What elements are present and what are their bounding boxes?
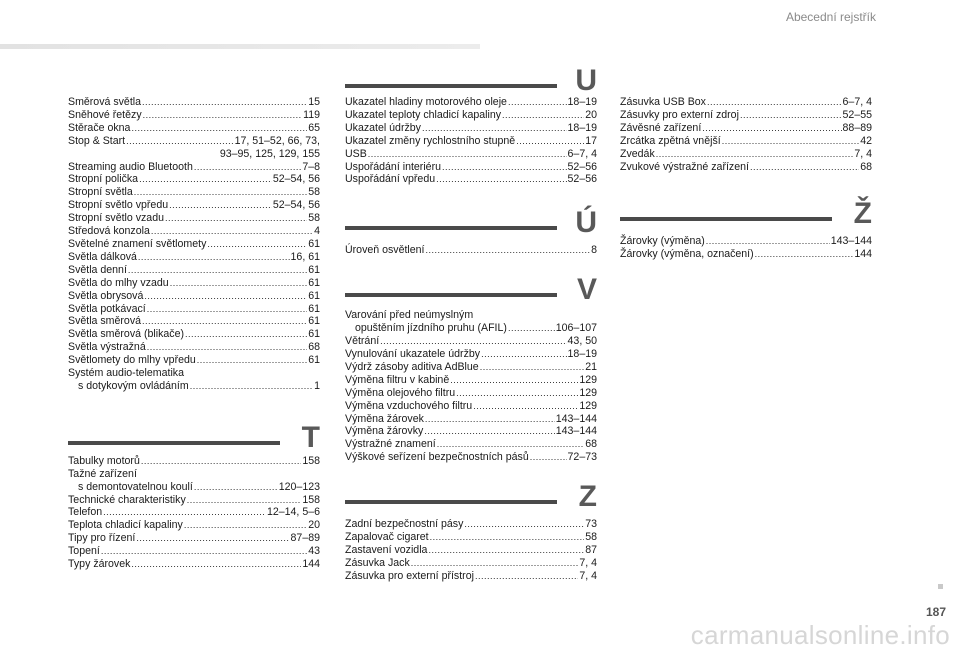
index-entry bbox=[68, 264, 320, 277]
index-entry bbox=[68, 135, 320, 148]
index-entry-pages: 68 bbox=[860, 160, 872, 173]
index-entry-pages: 17, 51–52, 66, 73, bbox=[234, 134, 320, 147]
section-rule bbox=[345, 293, 557, 297]
index-entry-pages: 4 bbox=[314, 225, 320, 238]
index-entry bbox=[345, 322, 597, 335]
section-letter: V bbox=[576, 273, 597, 307]
index-entry-term: Varování před neúmyslným bbox=[345, 309, 474, 322]
dot-leader bbox=[702, 122, 841, 135]
dot-leader bbox=[136, 532, 289, 545]
dot-leader bbox=[126, 135, 233, 148]
index-entry-pages: 18–19 bbox=[567, 121, 597, 134]
index-entry-term: Stropní světla bbox=[68, 186, 133, 199]
index-entry-pages: 6–7, 4 bbox=[842, 96, 872, 108]
section-header-t bbox=[68, 420, 320, 454]
index-entry-pages: 7, 4 bbox=[579, 569, 597, 582]
dot-leader bbox=[425, 413, 555, 426]
dot-leader bbox=[197, 354, 307, 367]
dot-leader bbox=[139, 173, 272, 186]
index-entry-term: Tabulky motorů bbox=[68, 454, 140, 467]
dot-leader bbox=[184, 519, 307, 532]
index-entry-pages: 88–89 bbox=[842, 121, 872, 134]
index-entry bbox=[68, 251, 320, 264]
index-entry-term: Žárovky (výměna) bbox=[620, 235, 705, 248]
index-entry-term: Topení bbox=[68, 545, 100, 558]
index-entry-pages: 61 bbox=[308, 302, 320, 315]
section-header-u bbox=[345, 66, 597, 96]
index-entry bbox=[345, 451, 597, 464]
section-letter: Z bbox=[578, 480, 597, 514]
dot-leader bbox=[143, 109, 302, 122]
index-entry-pages: 43, 50 bbox=[567, 335, 597, 348]
index-entry bbox=[345, 244, 597, 257]
index-entry bbox=[68, 186, 320, 199]
index-entry bbox=[68, 161, 320, 174]
index-entry-pages: 106–107 bbox=[555, 322, 597, 335]
section-header-u-acute bbox=[345, 208, 597, 238]
dot-leader bbox=[464, 518, 584, 531]
index-entry-term: Středová konzola bbox=[68, 225, 150, 238]
section-rule bbox=[620, 217, 832, 221]
index-section-u-acute bbox=[345, 244, 597, 257]
index-entry bbox=[345, 438, 597, 451]
index-entry-term: Světla dálková bbox=[68, 250, 137, 263]
index-entry-term: Uspořádání vpředu bbox=[345, 173, 436, 186]
index-entry-pages: 42 bbox=[860, 134, 872, 147]
header-rule bbox=[0, 44, 480, 49]
dot-leader bbox=[430, 531, 585, 544]
index-entry-pages: 43 bbox=[308, 545, 320, 558]
index-entry bbox=[68, 96, 320, 109]
index-entry bbox=[68, 290, 320, 303]
index-entry bbox=[68, 199, 320, 212]
index-entry bbox=[345, 374, 597, 387]
dot-leader bbox=[516, 135, 584, 148]
index-entry-term: Výměna žárovek bbox=[345, 412, 424, 425]
index-entry-term: Výdrž zásoby aditiva AdBlue bbox=[345, 360, 479, 373]
index-entry-term: Výstražné znamení bbox=[345, 438, 436, 451]
index-entry-pages: 58 bbox=[308, 186, 320, 199]
index-entry-term: Ukazatel změny rychlostního stupně bbox=[345, 134, 516, 147]
index-entry bbox=[68, 277, 320, 290]
dot-leader bbox=[473, 400, 578, 413]
index-entry-term: Tažné zařízení bbox=[68, 467, 137, 480]
watermark: carmanualsonline.info bbox=[690, 620, 950, 650]
index-entry-term: Světla směrová bbox=[68, 315, 142, 328]
dot-leader bbox=[151, 225, 313, 238]
dot-leader bbox=[755, 248, 854, 261]
index-entry bbox=[68, 354, 320, 367]
index-entry-term: Stropní polička bbox=[68, 173, 139, 186]
index-entry-term: Teplota chladicí kapaliny bbox=[68, 519, 183, 532]
index-entry bbox=[345, 96, 597, 109]
index-entry-pages: 1 bbox=[314, 379, 320, 392]
index-section-u bbox=[345, 96, 597, 186]
index-entry-term: Výměna filtru v kabině bbox=[345, 373, 450, 386]
index-entry-term: Typy žárovek bbox=[68, 558, 131, 571]
index-entry-term: Světla do mlhy vzadu bbox=[68, 276, 169, 289]
index-entry-pages: 61 bbox=[308, 237, 320, 250]
index-entry bbox=[68, 367, 320, 380]
index-entry-pages: 15 bbox=[308, 96, 320, 108]
index-entry-term: Zrcátka zpětná vnější bbox=[620, 134, 721, 147]
dot-leader bbox=[207, 238, 307, 251]
index-entry bbox=[68, 481, 320, 494]
dot-leader bbox=[411, 557, 579, 570]
index-entry-pages: 18–19 bbox=[567, 347, 597, 360]
index-entry-term: Zadní bezpečnostní pásy bbox=[345, 518, 464, 531]
index-entry-term: Stěrače okna bbox=[68, 121, 131, 134]
index-entry bbox=[620, 248, 872, 261]
section-letter: Ú bbox=[575, 206, 597, 240]
index-entry bbox=[68, 341, 320, 354]
index-entry-term: Větrání bbox=[345, 335, 380, 348]
dot-leader bbox=[128, 264, 307, 277]
index-entry-pages: 52–55 bbox=[842, 108, 872, 121]
dot-leader bbox=[502, 109, 584, 122]
index-entry bbox=[68, 238, 320, 251]
dot-leader bbox=[103, 506, 266, 519]
index-entry bbox=[620, 96, 872, 109]
index-entry-term: Světelné znamení světlomety bbox=[68, 237, 207, 250]
index-entry-pages: 61 bbox=[308, 354, 320, 367]
dot-leader bbox=[426, 244, 591, 257]
index-entry-pages: 7, 4 bbox=[579, 556, 597, 569]
index-section-t bbox=[68, 455, 320, 571]
dot-leader bbox=[131, 558, 301, 571]
index-entry-term: Stropní světlo vzadu bbox=[68, 212, 164, 225]
index-entry-pages: 61 bbox=[308, 276, 320, 289]
dot-leader bbox=[442, 161, 567, 174]
index-entry bbox=[620, 161, 872, 174]
index-entry-term: Světla obrysová bbox=[68, 289, 144, 302]
section-rule bbox=[68, 441, 280, 445]
index-section-z bbox=[345, 518, 597, 583]
dot-leader bbox=[481, 348, 566, 361]
index-column-1 bbox=[68, 96, 320, 571]
section-rule bbox=[345, 226, 557, 230]
index-entry-pages: 7–8 bbox=[302, 160, 320, 173]
index-entry-pages: 158 bbox=[302, 493, 320, 506]
index-entry-pages: 144 bbox=[302, 558, 320, 571]
dot-leader bbox=[190, 380, 313, 393]
index-entry-pages: 20 bbox=[585, 108, 597, 121]
index-entry-term: Uspořádání interiéru bbox=[345, 160, 441, 173]
index-entry bbox=[345, 109, 597, 122]
index-entry-term: Sněhové řetězy bbox=[68, 108, 142, 121]
index-entry-pages: 93–95, 125, 129, 155 bbox=[219, 147, 320, 160]
index-entry bbox=[345, 413, 597, 426]
index-entry-pages: 61 bbox=[308, 289, 320, 302]
index-entry bbox=[68, 315, 320, 328]
dot-leader bbox=[480, 361, 585, 374]
index-entry-pages: 143–144 bbox=[555, 412, 597, 425]
index-entry-term: Ukazatel údržby bbox=[345, 121, 421, 134]
index-entry bbox=[620, 122, 872, 135]
index-entry bbox=[68, 519, 320, 532]
index-entry-term: Stop & Start bbox=[68, 134, 126, 147]
dot-leader bbox=[437, 438, 585, 451]
index-entry bbox=[68, 173, 320, 186]
index-entry bbox=[345, 361, 597, 374]
dot-leader bbox=[456, 387, 578, 400]
dot-leader bbox=[131, 122, 307, 135]
index-entry bbox=[68, 532, 320, 545]
index-entry-pages: 61 bbox=[308, 328, 320, 341]
index-entry-term: opuštěním jízdního pruhu (AFIL) bbox=[355, 322, 507, 335]
index-entry-term: Zásuvka Jack bbox=[345, 556, 410, 569]
index-entry-term: Zapalovač cigaret bbox=[345, 531, 429, 544]
index-entry-term: Světla denní bbox=[68, 263, 127, 276]
dot-leader bbox=[185, 328, 307, 341]
index-entry bbox=[345, 544, 597, 557]
index-entry bbox=[345, 348, 597, 361]
index-entry bbox=[345, 400, 597, 413]
index-entry-pages: 143–144 bbox=[555, 425, 597, 438]
index-entry-term: USB bbox=[345, 147, 367, 160]
dot-leader bbox=[740, 109, 842, 122]
index-entry-pages: 65 bbox=[308, 121, 320, 134]
index-entry bbox=[620, 109, 872, 122]
index-entry-term: Systém audio-telematika bbox=[68, 367, 184, 380]
index-entry-pages: 52–56 bbox=[567, 173, 597, 186]
dot-leader bbox=[144, 290, 307, 303]
index-entry bbox=[68, 212, 320, 225]
index-section-v bbox=[345, 309, 597, 464]
index-entry-term: Ukazatel hladiny motorového oleje bbox=[345, 96, 507, 108]
dot-leader bbox=[147, 341, 307, 354]
index-entry-pages: 52–54, 56 bbox=[272, 173, 320, 186]
dot-leader bbox=[147, 303, 307, 316]
index-entry-term: Zásuvka pro externí přístroj bbox=[345, 569, 474, 582]
index-entry-term: Světla směrová (blikače) bbox=[68, 328, 184, 341]
page-number: 187 bbox=[925, 605, 946, 619]
dot-leader bbox=[450, 374, 578, 387]
index-entry-pages: 129 bbox=[579, 386, 597, 399]
index-column-3 bbox=[620, 96, 872, 261]
dot-leader bbox=[656, 148, 854, 161]
dot-leader bbox=[380, 335, 566, 348]
dot-leader bbox=[170, 277, 308, 290]
index-entry bbox=[68, 303, 320, 316]
index-section-s bbox=[68, 96, 320, 393]
index-entry-term: Světla výstražná bbox=[68, 341, 146, 354]
dot-leader bbox=[428, 544, 584, 557]
index-entry-term: Žárovky (výměna, označení) bbox=[620, 248, 754, 261]
section-letter: Ž bbox=[853, 197, 872, 231]
section-rule bbox=[345, 84, 557, 88]
dot-leader bbox=[165, 212, 307, 225]
index-entry-pages: 58 bbox=[585, 531, 597, 544]
index-entry-pages: 144 bbox=[854, 248, 872, 261]
index-entry-term: Ukazatel teploty chladicí kapaliny bbox=[345, 108, 502, 121]
index-entry-pages: 12–14, 5–6 bbox=[266, 506, 320, 519]
index-entry bbox=[68, 494, 320, 507]
index-entry-pages: 143–144 bbox=[830, 235, 872, 248]
index-entry-term: Výškové seřízení bezpečnostních pásů bbox=[345, 451, 529, 464]
index-entry bbox=[345, 518, 597, 531]
index-entry bbox=[345, 148, 597, 161]
index-entry-pages: 87 bbox=[585, 543, 597, 556]
dot-leader bbox=[750, 161, 859, 174]
index-entry-pages: 158 bbox=[302, 454, 320, 467]
index-entry-pages: 20 bbox=[308, 519, 320, 532]
dot-leader bbox=[169, 199, 272, 212]
index-entry bbox=[68, 328, 320, 341]
index-entry-pages: 87–89 bbox=[290, 532, 320, 545]
index-entry bbox=[68, 506, 320, 519]
dot-leader bbox=[436, 173, 566, 186]
index-entry-pages: 61 bbox=[308, 263, 320, 276]
index-entry bbox=[68, 122, 320, 135]
index-entry bbox=[345, 161, 597, 174]
index-entry bbox=[345, 570, 597, 583]
dot-leader bbox=[508, 322, 555, 335]
index-entry bbox=[345, 425, 597, 438]
index-entry-pages: 73 bbox=[585, 518, 597, 531]
index-entry-term: s demontovatelnou koulí bbox=[78, 480, 193, 493]
index-entry-term: Světlomety do mlhy vpředu bbox=[68, 354, 196, 367]
dot-leader bbox=[706, 235, 830, 248]
index-section-z-continued bbox=[620, 96, 872, 173]
dot-leader bbox=[142, 315, 307, 328]
index-entry-pages: 21 bbox=[585, 360, 597, 373]
index-entry-term: Světla potkávací bbox=[68, 302, 146, 315]
dot-leader bbox=[707, 96, 842, 109]
index-entry-term: Technické charakteristiky bbox=[68, 493, 186, 506]
index-entry-term: Úroveň osvětlení bbox=[345, 244, 425, 257]
index-entry-term: Stropní světlo vpředu bbox=[68, 199, 169, 212]
section-header-v bbox=[345, 275, 597, 305]
index-entry-term: Směrová světla bbox=[68, 96, 142, 108]
index-entry-pages: 119 bbox=[303, 108, 320, 121]
index-entry bbox=[68, 109, 320, 122]
index-entry-term: Výměna vzduchového filtru bbox=[345, 399, 473, 412]
index-entry bbox=[345, 173, 597, 186]
index-entry-pages: 7, 4 bbox=[854, 147, 872, 160]
index-entry-term: s dotykovým ovládáním bbox=[78, 379, 189, 392]
index-entry-pages: 129 bbox=[579, 373, 597, 386]
index-entry-term: Streaming audio Bluetooth bbox=[68, 160, 193, 173]
index-entry-pages: 68 bbox=[308, 341, 320, 354]
dot-leader bbox=[368, 148, 567, 161]
section-header-z bbox=[345, 482, 597, 512]
section-letter: U bbox=[575, 64, 597, 97]
index-entry-pages: 18–19 bbox=[567, 96, 597, 108]
index-entry bbox=[345, 135, 597, 148]
index-entry bbox=[68, 380, 320, 393]
index-entry-pages: 120–123 bbox=[278, 480, 320, 493]
index-section-z-caron bbox=[620, 235, 872, 261]
dot-leader bbox=[422, 122, 567, 135]
index-entry bbox=[345, 531, 597, 544]
section-letter: T bbox=[301, 420, 320, 454]
section-header-z-caron bbox=[620, 199, 872, 229]
index-entry-pages: 8 bbox=[591, 244, 597, 257]
dot-leader bbox=[530, 451, 567, 464]
index-entry bbox=[345, 122, 597, 135]
index-entry-pages: 58 bbox=[308, 212, 320, 225]
index-entry bbox=[345, 335, 597, 348]
index-entry-term: Zastavení vozidla bbox=[345, 543, 428, 556]
index-entry-pages: 68 bbox=[585, 438, 597, 451]
index-entry bbox=[620, 235, 872, 248]
index-entry-term: Závěsné zařízení bbox=[620, 121, 702, 134]
index-entry-pages: 6–7, 4 bbox=[567, 147, 597, 160]
index-entry bbox=[345, 387, 597, 400]
index-column-2 bbox=[345, 66, 597, 583]
dot-leader bbox=[142, 96, 307, 109]
index-entry-term: Zásuvka USB Box bbox=[620, 96, 706, 108]
index-entry-term: Zásuvky pro externí zdroj bbox=[620, 108, 739, 121]
index-entry-term: Vynulování ukazatele údržby bbox=[345, 347, 481, 360]
index-entry-term: Telefon bbox=[68, 506, 103, 519]
page-header-title: Abecední rejstřík bbox=[785, 10, 876, 24]
index-entry-pages: 72–73 bbox=[567, 451, 597, 464]
page-marker bbox=[938, 584, 943, 589]
index-entry bbox=[68, 148, 320, 161]
index-entry bbox=[68, 455, 320, 468]
index-entry-term: Výměna olejového filtru bbox=[345, 386, 456, 399]
index-entry bbox=[620, 135, 872, 148]
dot-leader bbox=[424, 425, 554, 438]
index-entry-term: Výměna žárovky bbox=[345, 425, 424, 438]
index-entry-pages: 61 bbox=[308, 315, 320, 328]
dot-leader bbox=[475, 570, 578, 583]
index-entry-pages: 17 bbox=[585, 134, 597, 147]
section-rule bbox=[345, 500, 557, 504]
dot-leader bbox=[508, 96, 567, 109]
dot-leader bbox=[101, 545, 307, 558]
index-entry-pages: 52–54, 56 bbox=[272, 199, 320, 212]
index-entry-term: Tipy pro řízení bbox=[68, 532, 136, 545]
index-entry-pages: 16, 61 bbox=[290, 250, 320, 263]
index-entry-term: Zvukové výstražné zařízení bbox=[620, 160, 749, 173]
dot-leader bbox=[194, 481, 278, 494]
index-entry bbox=[345, 557, 597, 570]
index-entry bbox=[68, 545, 320, 558]
dot-leader bbox=[141, 455, 301, 468]
index-entry bbox=[620, 148, 872, 161]
index-entry-pages: 52–56 bbox=[567, 160, 597, 173]
dot-leader bbox=[138, 251, 290, 264]
dot-leader bbox=[194, 161, 301, 174]
index-entry bbox=[68, 558, 320, 571]
index-entry-term: Zvedák bbox=[620, 147, 655, 160]
index-entry bbox=[68, 225, 320, 238]
dot-leader bbox=[722, 135, 860, 148]
dot-leader bbox=[134, 186, 307, 199]
index-entry-pages: 129 bbox=[579, 399, 597, 412]
index-entry bbox=[345, 309, 597, 322]
index-entry bbox=[68, 468, 320, 481]
dot-leader bbox=[187, 494, 302, 507]
